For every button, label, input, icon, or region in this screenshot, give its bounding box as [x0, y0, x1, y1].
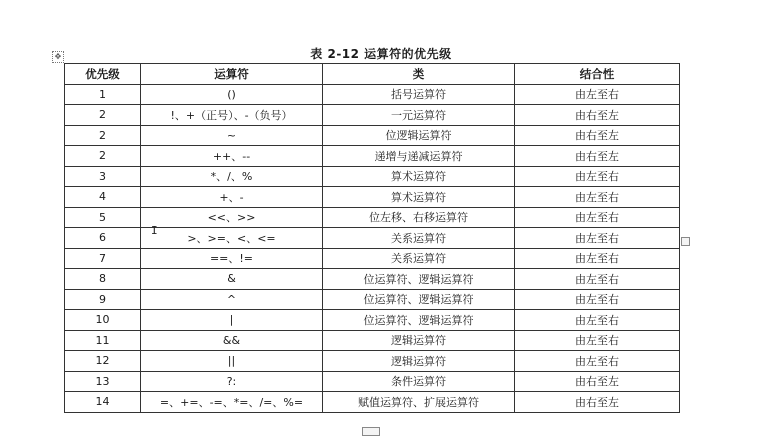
associativity-cell[interactable]: 由右至左 — [515, 146, 680, 167]
associativity-cell[interactable]: 由左至右 — [515, 269, 680, 290]
associativity-cell[interactable]: 由右至左 — [515, 392, 680, 413]
priority-cell[interactable]: 11 — [65, 330, 141, 351]
associativity-cell[interactable]: 由左至右 — [515, 330, 680, 351]
operator-precedence-table — [64, 63, 680, 413]
category-cell[interactable]: 递增与递减运算符 — [323, 146, 515, 167]
operator-cell[interactable]: ^ — [141, 289, 323, 310]
operator-cell[interactable]: <<、>> — [141, 207, 323, 228]
category-cell[interactable]: 关系运算符 — [323, 228, 515, 249]
associativity-cell[interactable]: 由左至右 — [515, 310, 680, 331]
table-row — [65, 187, 680, 208]
priority-cell[interactable]: 2 — [65, 125, 141, 146]
header-priority[interactable]: 优先级 — [65, 64, 141, 85]
associativity-cell[interactable]: 由右至左 — [515, 371, 680, 392]
table-row — [65, 289, 680, 310]
category-cell[interactable]: 一元运算符 — [323, 105, 515, 126]
operator-cell[interactable]: && — [141, 330, 323, 351]
category-cell[interactable]: 位运算符、逻辑运算符 — [323, 269, 515, 290]
operator-cell[interactable]: ++、-- — [141, 146, 323, 167]
priority-cell[interactable]: 3 — [65, 166, 141, 187]
header-category[interactable]: 类 — [323, 64, 515, 85]
priority-cell[interactable]: 4 — [65, 187, 141, 208]
table-row — [65, 166, 680, 187]
table-row — [65, 371, 680, 392]
associativity-cell[interactable]: 由左至右 — [515, 289, 680, 310]
table-row — [65, 248, 680, 269]
priority-cell[interactable]: 6 — [65, 228, 141, 249]
table-row — [65, 84, 680, 105]
priority-cell[interactable]: 14 — [65, 392, 141, 413]
associativity-cell[interactable]: 由右至左 — [515, 125, 680, 146]
associativity-cell[interactable]: 由右至左 — [515, 105, 680, 126]
table-row — [65, 125, 680, 146]
category-cell[interactable]: 算术运算符 — [323, 187, 515, 208]
category-cell[interactable]: 赋值运算符、扩展运算符 — [323, 392, 515, 413]
operator-cell[interactable]: ~ — [141, 125, 323, 146]
priority-cell[interactable]: 13 — [65, 371, 141, 392]
category-cell[interactable]: 括号运算符 — [323, 84, 515, 105]
table-row — [65, 351, 680, 372]
operator-cell[interactable]: () — [141, 84, 323, 105]
associativity-cell[interactable]: 由左至右 — [515, 187, 680, 208]
table-row — [65, 105, 680, 126]
category-cell[interactable]: 位运算符、逻辑运算符 — [323, 310, 515, 331]
operator-cell[interactable]: ?: — [141, 371, 323, 392]
category-cell[interactable]: 位逻辑运算符 — [323, 125, 515, 146]
table-row — [65, 146, 680, 167]
category-cell[interactable]: 关系运算符 — [323, 248, 515, 269]
operator-cell[interactable]: +、- — [141, 187, 323, 208]
priority-cell[interactable]: 9 — [65, 289, 141, 310]
table-row — [65, 269, 680, 290]
category-cell[interactable]: 算术运算符 — [323, 166, 515, 187]
associativity-cell[interactable]: 由左至右 — [515, 207, 680, 228]
priority-cell[interactable]: 12 — [65, 351, 141, 372]
table-header-row — [65, 64, 680, 85]
priority-cell[interactable]: 7 — [65, 248, 141, 269]
operator-cell[interactable]: ==、!= — [141, 248, 323, 269]
table-row — [65, 392, 680, 413]
associativity-cell[interactable]: 由左至右 — [515, 166, 680, 187]
header-operator[interactable]: 运算符 — [141, 64, 323, 85]
table-resize-handle-bottom[interactable] — [362, 427, 380, 436]
table-row — [65, 330, 680, 351]
text-cursor-icon: I — [151, 224, 158, 237]
category-cell[interactable]: 位运算符、逻辑运算符 — [323, 289, 515, 310]
table-row — [65, 310, 680, 331]
associativity-cell[interactable]: 由左至右 — [515, 351, 680, 372]
operator-cell[interactable]: || — [141, 351, 323, 372]
priority-cell[interactable]: 5 — [65, 207, 141, 228]
category-cell[interactable]: 条件运算符 — [323, 371, 515, 392]
operator-cell[interactable]: !、+（正号）、-（负号） — [141, 105, 323, 126]
priority-cell[interactable]: 2 — [65, 105, 141, 126]
associativity-cell[interactable]: 由左至右 — [515, 248, 680, 269]
operator-cell[interactable]: | — [141, 310, 323, 331]
priority-cell[interactable]: 10 — [65, 310, 141, 331]
priority-cell[interactable]: 1 — [65, 84, 141, 105]
operator-cell[interactable]: *、/、% — [141, 166, 323, 187]
category-cell[interactable]: 逻辑运算符 — [323, 330, 515, 351]
table-resize-handle-right[interactable] — [681, 237, 690, 246]
operator-cell[interactable]: >、>=、<、<= — [141, 228, 323, 249]
table-move-handle-icon[interactable]: ✥ — [52, 51, 64, 63]
table-caption: 表 2-12 运算符的优先级 — [310, 47, 452, 61]
priority-cell[interactable]: 2 — [65, 146, 141, 167]
category-cell[interactable]: 逻辑运算符 — [323, 351, 515, 372]
category-cell[interactable]: 位左移、右移运算符 — [323, 207, 515, 228]
header-associativity[interactable]: 结合性 — [515, 64, 680, 85]
associativity-cell[interactable]: 由左至右 — [515, 228, 680, 249]
operator-cell[interactable]: & — [141, 269, 323, 290]
priority-cell[interactable]: 8 — [65, 269, 141, 290]
associativity-cell[interactable]: 由左至右 — [515, 84, 680, 105]
operator-cell[interactable]: =、+=、-=、*=、/=、%= — [141, 392, 323, 413]
